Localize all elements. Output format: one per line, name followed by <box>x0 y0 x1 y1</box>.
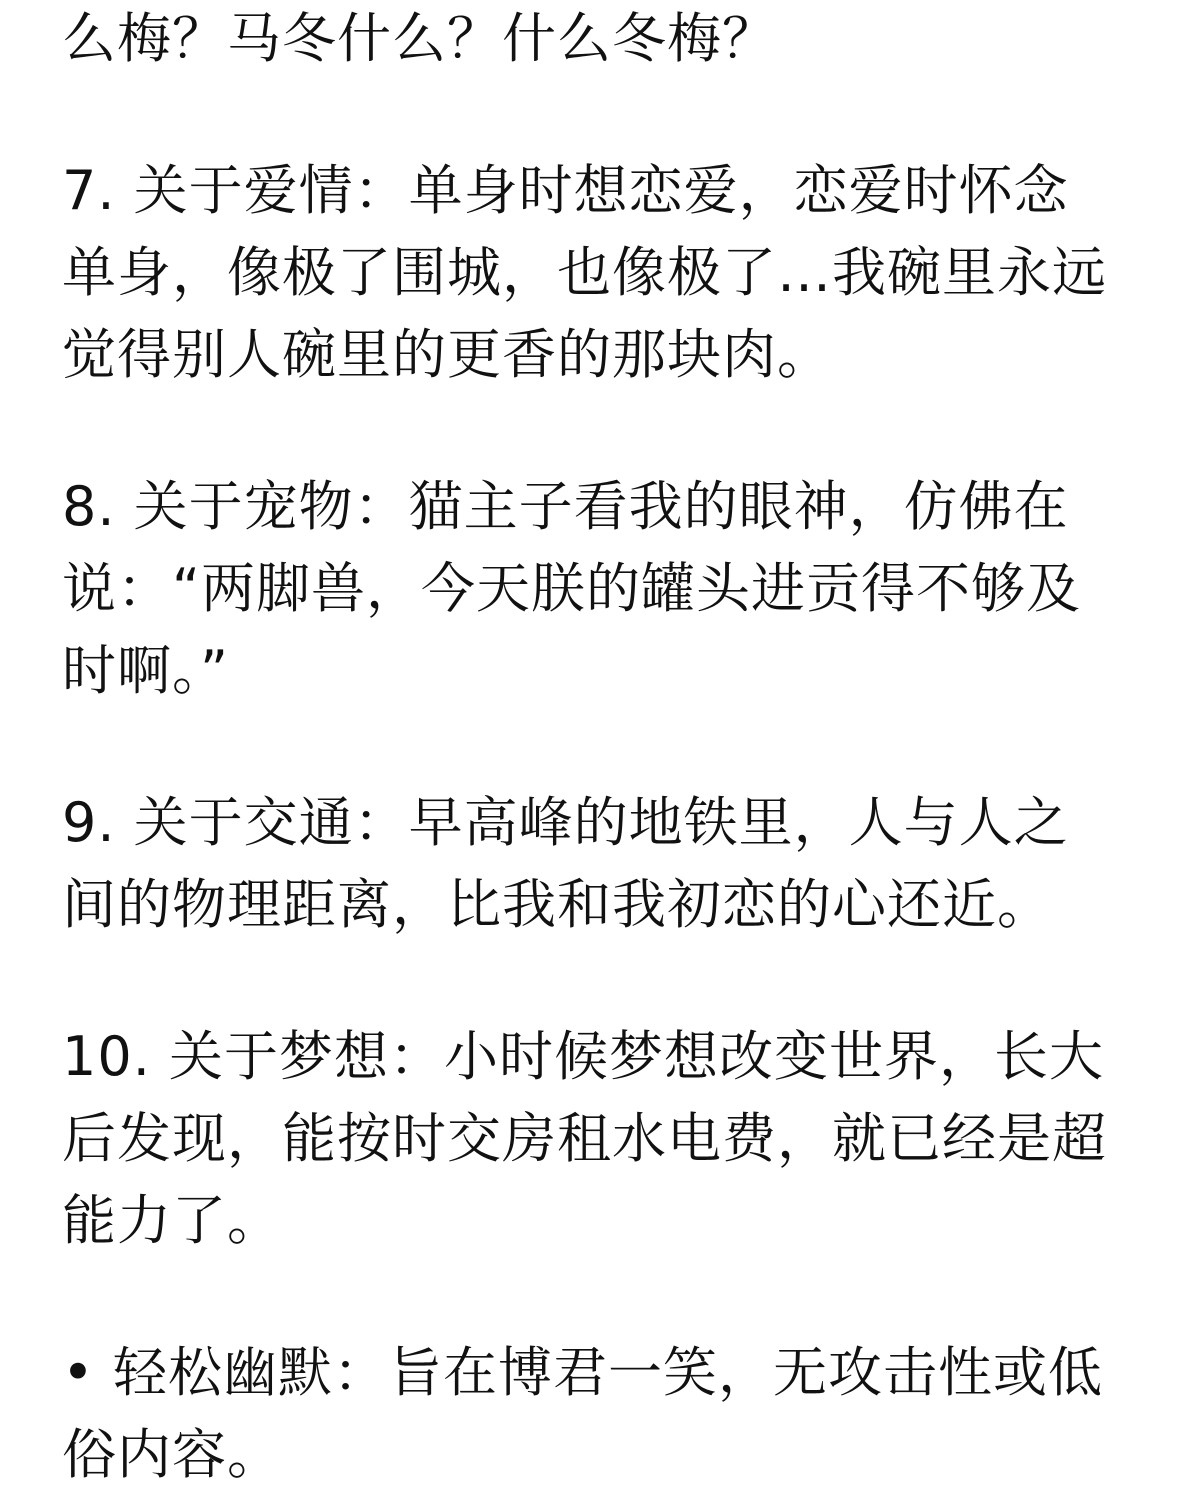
paragraph-continued: 么梅？马冬什么？什么冬梅？ <box>62 7 777 70</box>
bullet-note-humor: • 轻松幽默：旨在博君一笑，无攻击性或低俗内容。 <box>62 1341 1104 1486</box>
paragraph-item-7-love: 7. 关于爱情：单身时想恋爱，恋爱时怀念单身，像极了围城，也像极了…我碗里永远觉得别人碗里的更香的那块肉。 <box>62 159 1107 386</box>
article-body <box>62 0 1120 1496</box>
paragraph-item-9-traffic: 9. 关于交通：早高峰的地铁里，人与人之间的物理距离，比我和我初恋的心还近。 <box>62 791 1069 936</box>
paragraph-item-8-pets: 8. 关于宠物：猫主子看我的眼神，仿佛在说：“两脚兽，今天朕的罐头进贡得不够及时啊。” <box>62 475 1081 702</box>
paragraph-item-10-dreams: 10. 关于梦想：小时候梦想改变世界，长大后发现，能按时交房租水电费，就已经是超能力了。 <box>62 1025 1107 1252</box>
